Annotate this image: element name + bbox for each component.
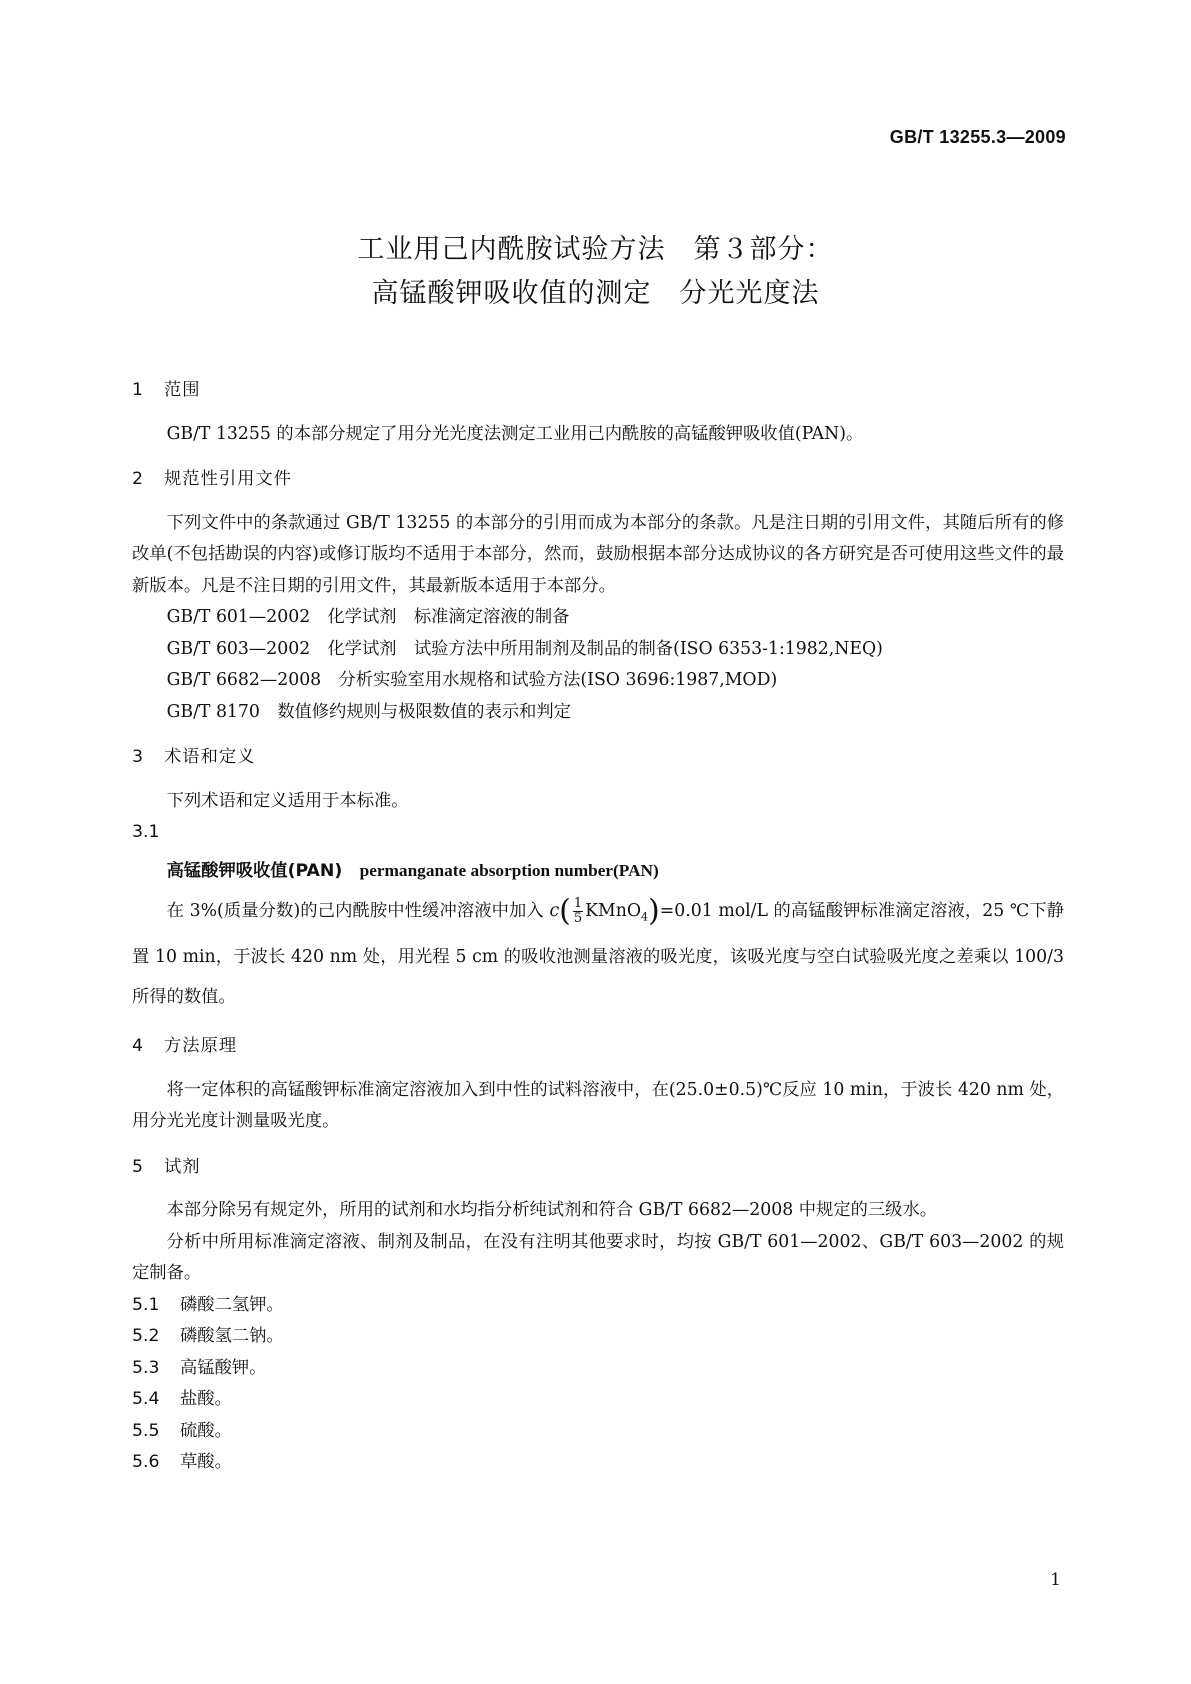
reagent-item: [132, 1447, 1064, 1479]
reagent-item: [132, 1384, 1064, 1416]
reagent-number: 5.3: [132, 1357, 160, 1378]
section-title: 规范性引用文件: [164, 469, 292, 489]
section-number: 1: [132, 380, 144, 400]
term-title: [132, 855, 1064, 888]
section-number: 3: [132, 747, 144, 767]
reference-item: GB/T 601—2002 化学试剂 标准滴定溶液的制备: [166, 607, 570, 627]
section-title: 范围: [164, 380, 201, 400]
standard-code: GB/T 13255.3—2009: [889, 127, 1066, 147]
reagent-number: 5.6: [132, 1452, 160, 1473]
reagent-name: 硫酸。: [180, 1420, 232, 1441]
section-heading-reagents: [132, 1152, 1064, 1184]
reagent-name: 磷酸氢二钠。: [180, 1326, 284, 1347]
principle-paragraph: 将一定体积的高锰酸钾标准滴定溶液加入到中性的试料溶液中，在(25.0±0.5)℃反应 10 min，于波长 420 nm 处，用分光光度计测量吸光度。: [132, 1079, 1064, 1132]
references-paragraph: 下列文件中的条款通过 GB/T 13255 的本部分的引用而成为本部分的条款。凡是注日期的引用文件，其随后所有的修改单(不包括勘误的内容)或修订版均不适用于本部分，然而，鼓励根据本部分达成协议的各方研究是否可使用这些文件的最新版本。凡是不注日期的引用文件，其最新版本适用于本部分。: [132, 512, 1064, 596]
page-number: 1: [1050, 1570, 1061, 1590]
terms-paragraph: 下列术语和定义适用于本标准。: [166, 790, 409, 811]
reference-item: GB/T 6682—2008 分析实验室用水规格和试验方法(ISO 3696:1987,MOD): [166, 670, 778, 690]
section-title: 试剂: [164, 1156, 201, 1177]
concentration-symbol: c: [549, 901, 560, 921]
section-heading-terms: [132, 742, 1064, 774]
term-chinese: 高锰酸钾吸收值(PAN): [166, 860, 343, 881]
clause-number: 3.1: [132, 822, 160, 842]
section-heading-principle: [132, 1031, 1064, 1063]
section-title: 方法原理: [164, 1036, 238, 1057]
title-line-1: 工业用己内酰胺试验方法 第３部分：: [357, 234, 834, 265]
reagent-name: 草酸。: [180, 1452, 232, 1473]
section-number: 4: [132, 1036, 144, 1057]
fraction: [573, 897, 583, 926]
fraction-denominator: 5: [573, 911, 583, 926]
reagent-number: 5.1: [132, 1294, 160, 1315]
title-line-2: 高锰酸钾吸收值的测定 分光光度法: [371, 278, 820, 309]
section-number: 2: [132, 469, 144, 489]
section-heading-scope: [132, 375, 1064, 407]
reagent-name: 盐酸。: [180, 1389, 232, 1410]
reagent-item: [132, 1321, 1064, 1353]
reference-item: GB/T 603—2002 化学试剂 试验方法中所用制剂及制品的制备(ISO 6353-1:1982,NEQ): [166, 638, 883, 659]
definition-text-2: =0.01 mol/L 的高锰酸钾标准滴定溶液，25 ℃下静置 10 min，于波长 420 nm 处，用光程 5 cm 的吸收池测量溶液的吸光度，该吸光度与空白试验吸光度之差乘以 100/3 所得的数值。: [132, 901, 1064, 1008]
right-paren: ): [648, 893, 660, 929]
term-definition: [132, 891, 1064, 1017]
section-title: 术语和定义: [164, 747, 256, 767]
reagent-item: [132, 1290, 1064, 1322]
section-heading-normative-references: [132, 464, 1064, 496]
formula-subscript: 4: [641, 910, 649, 924]
reagents-paragraph-2: 分析中所用标准滴定溶液、制剂及制品，在没有注明其他要求时，均按 GB/T 601—2002、GB/T 603—2002 的规定制备。: [132, 1231, 1064, 1284]
document-body: [132, 365, 1064, 1479]
definition-text-1: 在 3%(质量分数)的己内酰胺中性缓冲溶液中加入: [166, 901, 550, 921]
reagents-paragraph-1: 本部分除另有规定外，所用的试剂和水均指分析纯试剂和符合 GB/T 6682—2008 中规定的三级水。: [166, 1200, 938, 1221]
reagent-number: 5.5: [132, 1420, 160, 1441]
scope-paragraph: GB/T 13255 的本部分规定了用分光光度法测定工业用己内酰胺的高锰酸钾吸收值(PAN)。: [166, 423, 864, 444]
reagent-name: 磷酸二氢钾。: [180, 1294, 284, 1315]
chemical-formula: KMnO: [585, 901, 642, 921]
left-paren: (: [559, 893, 571, 929]
reagent-number: 5.2: [132, 1326, 160, 1347]
section-number: 5: [132, 1156, 144, 1177]
reagent-item: [132, 1353, 1064, 1385]
reference-item: GB/T 8170 数值修约规则与极限数值的表示和判定: [166, 701, 571, 722]
reagent-item: [132, 1416, 1064, 1448]
fraction-numerator: 1: [573, 896, 583, 911]
document-title: [0, 228, 1191, 316]
term-english: permanganate absorption number(PAN): [359, 860, 659, 880]
reagent-name: 高锰酸钾。: [180, 1357, 267, 1378]
reagent-number: 5.4: [132, 1389, 160, 1410]
